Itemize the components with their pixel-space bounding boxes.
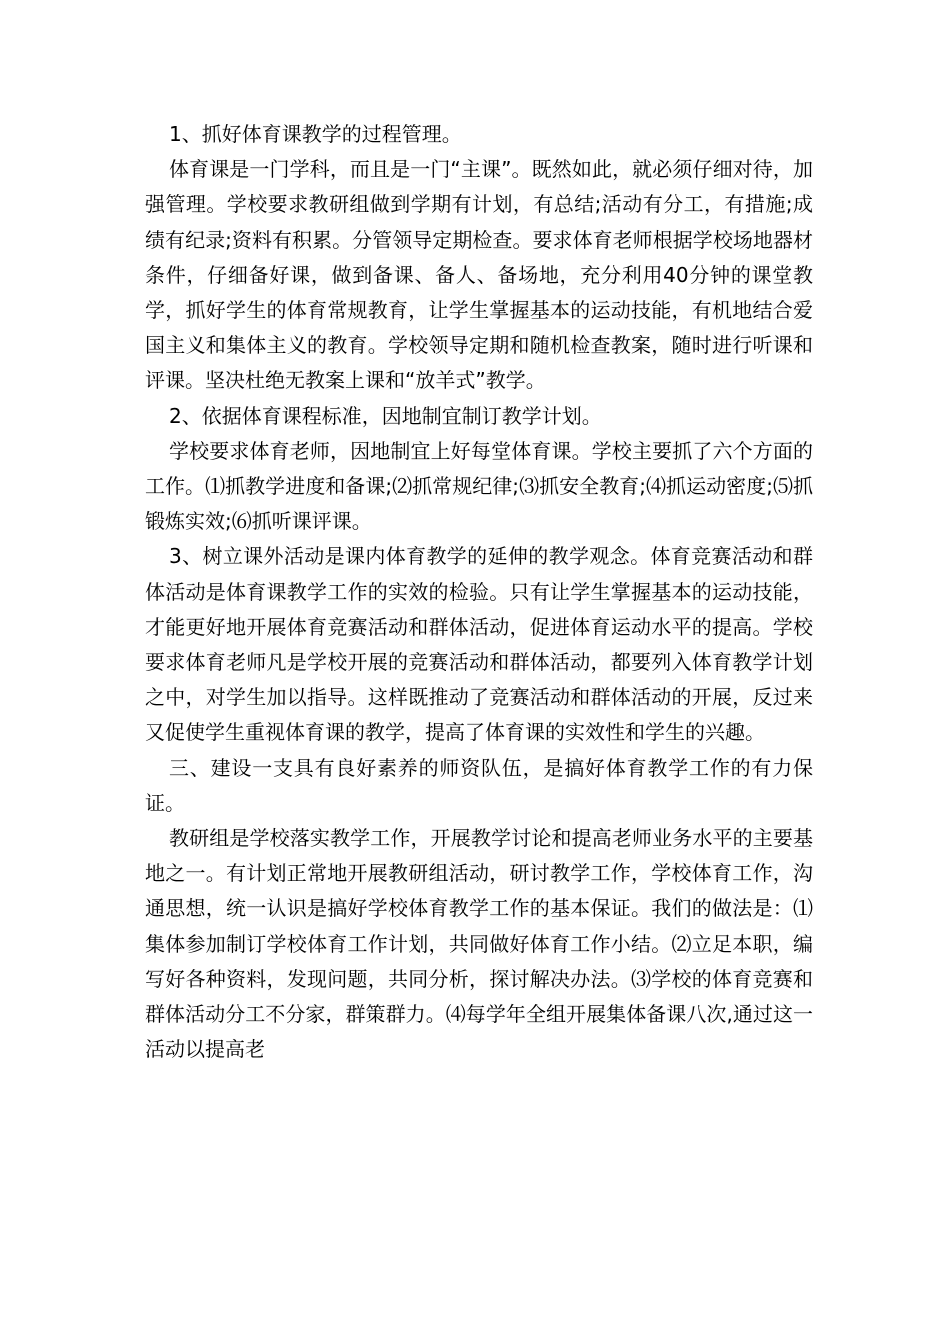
heading-teacher-team: 三、建设一支具有良好素养的师资队伍，是搞好体育教学工作的有力保证。 <box>145 755 813 815</box>
heading-process-management: 1、抓好体育课教学的过程管理。 <box>169 122 462 146</box>
paragraph-extracurricular-activities: 3、树立课外活动是课内体育教学的延伸的教学观念。体育竞赛活动和群体活动是体育课教学工作的实效的检验。只有让学生掌握基本的运动技能，才能更好地开展体育竞赛活动和群体活动，促进体育运动水平的提高。学校要求体育老师凡是学校开展的竞赛活动和群体活动，都要列入体育教学计划之中，对学生加以指导。这样既推动了竞赛活动和群体活动的开展，反过来又促使学生重视体育课的教学，提高了体育课的实效性和学生的兴趣。 <box>145 544 813 745</box>
document-body <box>145 117 813 1067</box>
paragraph-six-aspects: 学校要求体育老师，因地制宜上好每堂体育课。学校主要抓了六个方面的工作。⑴抓教学进度和备课;⑵抓常规纪律;⑶抓安全教育;⑷抓运动密度;⑸抓锻炼实效;⑹抓听课评课。 <box>145 438 813 534</box>
paragraph-pe-course-management: 体育课是一门学科，而且是一门“主课”。既然如此，就必须仔细对待，加强管理。学校要求教研组做到学期有计划，有总结;活动有分工，有措施;成绩有纪录;资料有积累。分管领导定期检查。要求体育老师根据学校场地器材条件，仔细备好课，做到备课、备人、备场地，充分利用40分钟的课堂教学，抓好学生的体育常规教育，让学生掌握基本的运动技能，有机地结合爱国主义和集体主义的教育。学校领导定期和随机检查教案，随时进行听课和评课。坚决杜绝无教案上课和“放羊式”教学。 <box>145 157 813 393</box>
heading-teaching-plan: 2、依据体育课程标准，因地制宜制订教学计划。 <box>169 403 602 428</box>
paragraph-teaching-research-group: 教研组是学校落实教学工作，开展教学讨论和提高老师业务水平的主要基地之一。有计划正常地开展教研组活动，研讨教学工作，学校体育工作，沟通思想，统一认识是搞好学校体育教学工作的基本保证。我们的做法是：⑴集体参加制订学校体育工作计划，共同做好体育工作小结。⑵立足本职，编写好各种资料，发现问题，共同分析，探讨解决办法。⑶学校的体育竞赛和群体活动分工不分家，群策群力。⑷每学年全组开展集体备课八次,通过这一活动以提高老 <box>145 826 813 1062</box>
